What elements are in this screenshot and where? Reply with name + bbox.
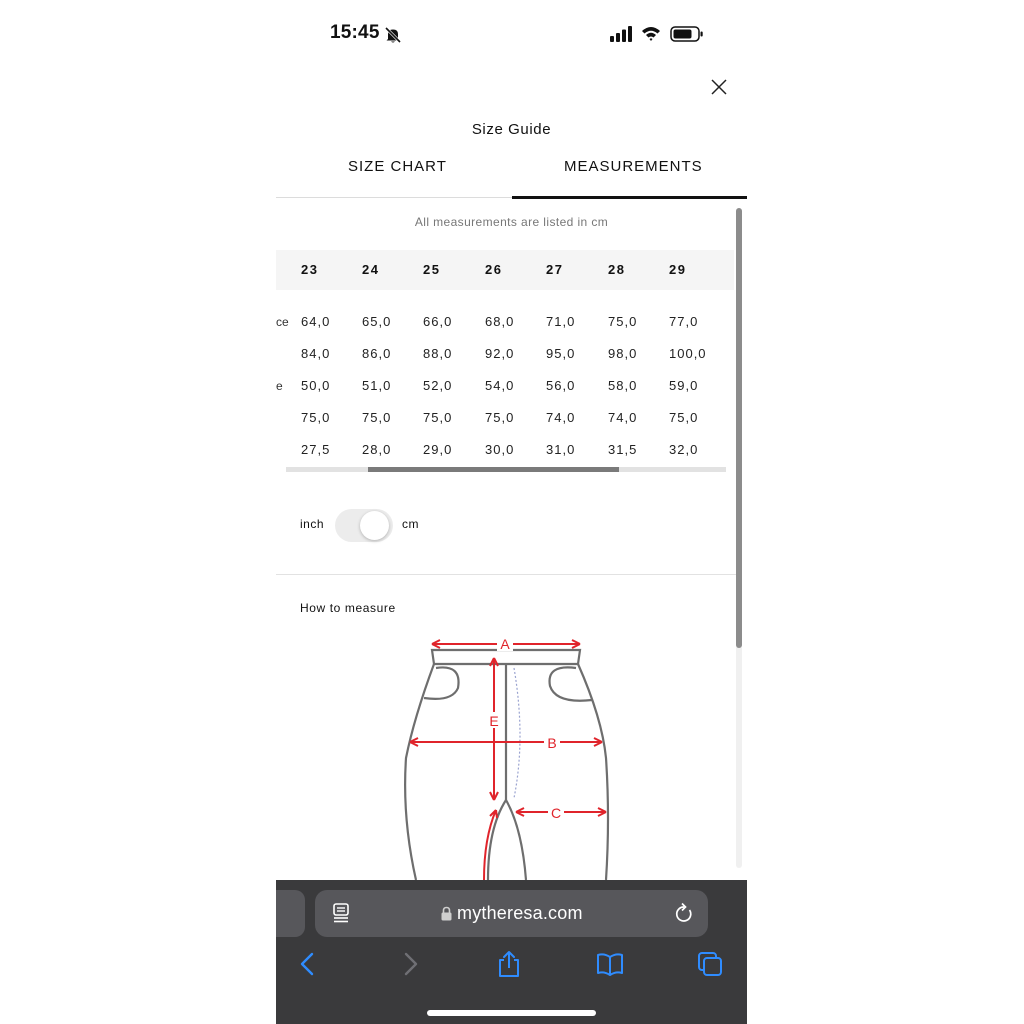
modal-title: Size Guide — [471, 121, 552, 138]
phone-screen — [276, 0, 747, 1024]
table-cell: 29,0 — [423, 442, 453, 457]
lock-icon — [441, 906, 452, 921]
table-cell: 100,0 — [669, 346, 707, 361]
share-icon[interactable] — [495, 950, 523, 978]
table-cell: 75,0 — [608, 314, 638, 329]
wifi-icon — [641, 25, 661, 43]
diagram-label-a: A — [500, 636, 510, 652]
table-cell: 27,5 — [301, 442, 331, 457]
table-cell: 51,0 — [362, 378, 392, 393]
unit-label-cm: cm — [402, 517, 419, 531]
table-cell: 98,0 — [608, 346, 638, 361]
close-icon[interactable] — [708, 76, 730, 98]
table-cell: 58,0 — [608, 378, 638, 393]
forward-icon[interactable] — [396, 950, 424, 978]
size-column-header: 25 — [423, 262, 441, 277]
table-cell: 31,0 — [546, 442, 576, 457]
active-tab-indicator — [512, 196, 747, 199]
table-cell: 30,0 — [485, 442, 515, 457]
browser-toolbar — [276, 880, 747, 1024]
table-cell: 28,0 — [362, 442, 392, 457]
table-cell: 74,0 — [546, 410, 576, 425]
tab-measurements[interactable]: MEASUREMENTS — [564, 158, 703, 175]
table-cell: 59,0 — [669, 378, 699, 393]
table-cell: 66,0 — [423, 314, 453, 329]
table-cell: 56,0 — [546, 378, 576, 393]
diagram-label-c: C — [550, 805, 562, 821]
vertical-scrollbar-thumb[interactable] — [736, 208, 742, 648]
table-cell: 84,0 — [301, 346, 331, 361]
measurement-unit-note: All measurements are listed in cm — [414, 215, 609, 229]
how-to-measure-title: How to measure — [300, 601, 396, 615]
row-label: ce — [276, 315, 289, 329]
table-cell: 75,0 — [485, 410, 515, 425]
horizontal-scrollbar-thumb[interactable] — [368, 467, 619, 472]
page-menu-icon[interactable] — [332, 903, 350, 923]
tab-bar — [276, 150, 747, 198]
table-cell: 31,5 — [608, 442, 638, 457]
table-cell: 64,0 — [301, 314, 331, 329]
back-icon[interactable] — [294, 950, 322, 978]
unit-toggle-switch[interactable] — [335, 509, 393, 542]
table-cell: 71,0 — [546, 314, 576, 329]
table-cell: 50,0 — [301, 378, 331, 393]
reload-icon[interactable] — [674, 902, 694, 924]
table-cell: 75,0 — [669, 410, 699, 425]
table-cell: 92,0 — [485, 346, 515, 361]
table-cell: 74,0 — [608, 410, 638, 425]
table-cell: 86,0 — [362, 346, 392, 361]
table-cell: 75,0 — [301, 410, 331, 425]
silent-bell-icon — [384, 26, 402, 44]
diagram-label-e: E — [489, 713, 499, 729]
status-time: 15:45 — [330, 22, 380, 43]
cellular-signal-icon — [610, 26, 634, 42]
row-label: e — [276, 379, 283, 393]
battery-icon — [670, 25, 704, 43]
table-cell: 65,0 — [362, 314, 392, 329]
unit-label-inch: inch — [300, 517, 325, 531]
size-column-header: 28 — [608, 262, 626, 277]
table-cell: 54,0 — [485, 378, 515, 393]
table-cell: 68,0 — [485, 314, 515, 329]
table-cell: 32,0 — [669, 442, 699, 457]
bookmarks-icon[interactable] — [596, 950, 624, 978]
trouser-measurement-diagram — [396, 628, 616, 880]
table-cell: 75,0 — [362, 410, 392, 425]
table-cell: 88,0 — [423, 346, 453, 361]
table-cell: 95,0 — [546, 346, 576, 361]
diagram-label-b: B — [547, 735, 557, 751]
home-indicator — [427, 1010, 596, 1016]
tabs-icon[interactable] — [696, 950, 724, 978]
size-column-header: 29 — [669, 262, 687, 277]
size-header-row — [276, 250, 734, 290]
table-cell: 75,0 — [423, 410, 453, 425]
size-column-header: 26 — [485, 262, 503, 277]
size-column-header: 27 — [546, 262, 564, 277]
url-text: mytheresa.com — [457, 903, 583, 923]
toggle-knob — [360, 511, 389, 540]
address-bar[interactable] — [315, 890, 708, 937]
section-divider — [276, 574, 736, 575]
tab-size-chart[interactable]: SIZE CHART — [348, 158, 447, 175]
table-cell: 52,0 — [423, 378, 453, 393]
size-column-header: 24 — [362, 262, 380, 277]
previous-tab-preview[interactable] — [276, 890, 305, 937]
table-cell: 77,0 — [669, 314, 699, 329]
size-column-header: 23 — [301, 262, 319, 277]
